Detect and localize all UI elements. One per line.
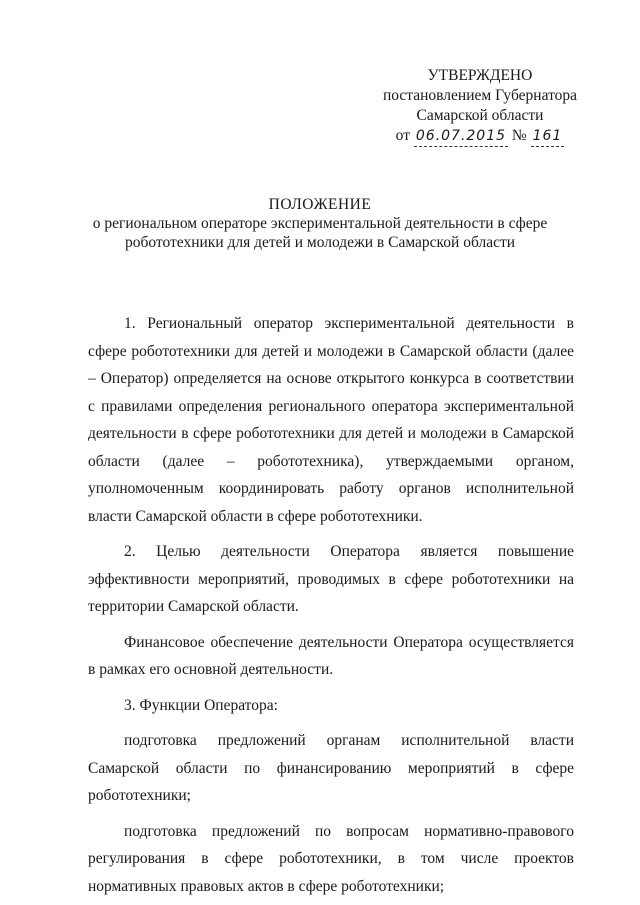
paragraph-5: подготовка предложений органам исполнительной власти Самарской области по финансированию мероприятий в сфере робототехники; bbox=[88, 732, 574, 804]
approval-decree: постановлением Губернатора bbox=[382, 87, 578, 104]
title-subtitle-line2: робототехники для детей и молодежи в Самарской области bbox=[124, 234, 516, 251]
title-heading: ПОЛОЖЕНИЕ bbox=[268, 196, 372, 213]
title-subtitle-line1: о региональном операторе экспериментальной деятельности в сфере bbox=[92, 215, 548, 232]
approval-heading: УТВЕРЖДЕНО bbox=[427, 67, 533, 84]
approval-from-prefix: от bbox=[395, 127, 410, 144]
paragraph-6: подготовка предложений по вопросам нормативно-правового регулирования в сфере робототехники, в том числе проектов нормативных правовых актов в сфере робототехники; bbox=[88, 822, 574, 895]
paragraph-4: 3. Функции Оператора: bbox=[124, 696, 278, 714]
document-title bbox=[80, 195, 560, 252]
approval-region: Самарской области bbox=[416, 107, 544, 124]
approval-date: 06.07.2015 bbox=[414, 126, 508, 147]
approval-number: 161 bbox=[531, 126, 565, 147]
approval-number-sign: № bbox=[511, 127, 527, 144]
approval-stamp bbox=[360, 66, 600, 147]
paragraph-1: 1. Региональный оператор экспериментальной деятельности в сфере робототехники для детей и молодежи в Самарской области (далее – Оператор) определяется на основе открытого конкурса в соответствии с правилами определения регионального оператора экспериментальной деятельности в сфере робототехники для детей и молодежи в Самарской области (далее – робототехника), утверждаемыми органом, уполномоченным координировать работу органов исполнительной власти Самарской области в сфере робототехники. bbox=[88, 315, 574, 525]
paragraph-3: Финансовое обеспечение деятельности Оператора осуществляется в рамках его основной деятельности. bbox=[88, 633, 574, 678]
document-body bbox=[88, 310, 574, 900]
approval-date-line bbox=[360, 126, 600, 147]
paragraph-2: 2. Целью деятельности Оператора является повышение эффективности мероприятий, проводимых в сфере робототехники на территории Самарской области. bbox=[88, 543, 574, 615]
